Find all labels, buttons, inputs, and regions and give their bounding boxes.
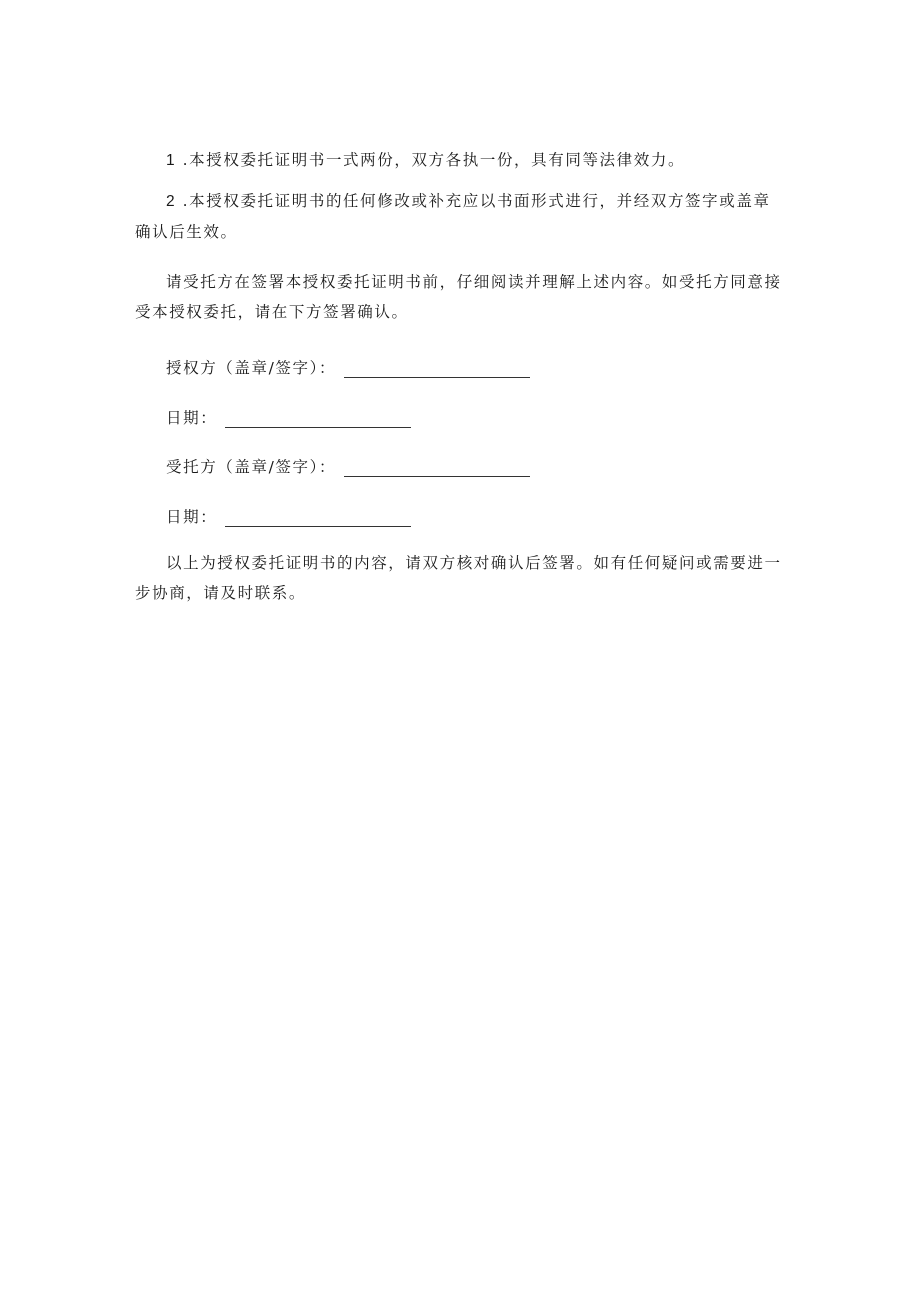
agent-signature-row [166,453,530,477]
agent-date-label: 日期： [166,508,218,526]
principal-date-row [166,404,411,428]
principal-signature-row [166,354,530,378]
clause-2-number: 2 [166,193,175,210]
closing-paragraph: 以上为授权委托证明书的内容，请双方核对确认后签署。如有任何疑问或需要进一步协商，请及时联系。 [135,554,782,602]
clause-1-text: .本授权委托证明书一式两份，双方各执一份，具有同等法律效力。 [182,151,686,169]
clause-1 [135,145,785,176]
instruction-paragraph: 请受托方在签署本授权委托证明书前，仔细阅读并理解上述内容。如受托方同意接受本授权委托，请在下方签署确认。 [135,273,782,321]
agent-signature-label: 受托方（盖章/签字）： [166,458,337,476]
clause-2-text: .本授权委托证明书的任何修改或补充应以书面形式进行，并经双方签字或盖章确认后生效。 [135,192,771,241]
principal-signature-label: 授权方（盖章/签字）： [166,359,337,377]
agent-date-row [166,503,411,527]
clause-1-number: 1 [166,152,175,169]
agent-signature-line[interactable] [344,458,530,477]
clause-2 [135,186,785,247]
principal-date-label: 日期： [166,409,218,427]
principal-date-line[interactable] [225,409,411,428]
principal-signature-line[interactable] [344,359,530,378]
agent-date-line[interactable] [225,508,411,527]
